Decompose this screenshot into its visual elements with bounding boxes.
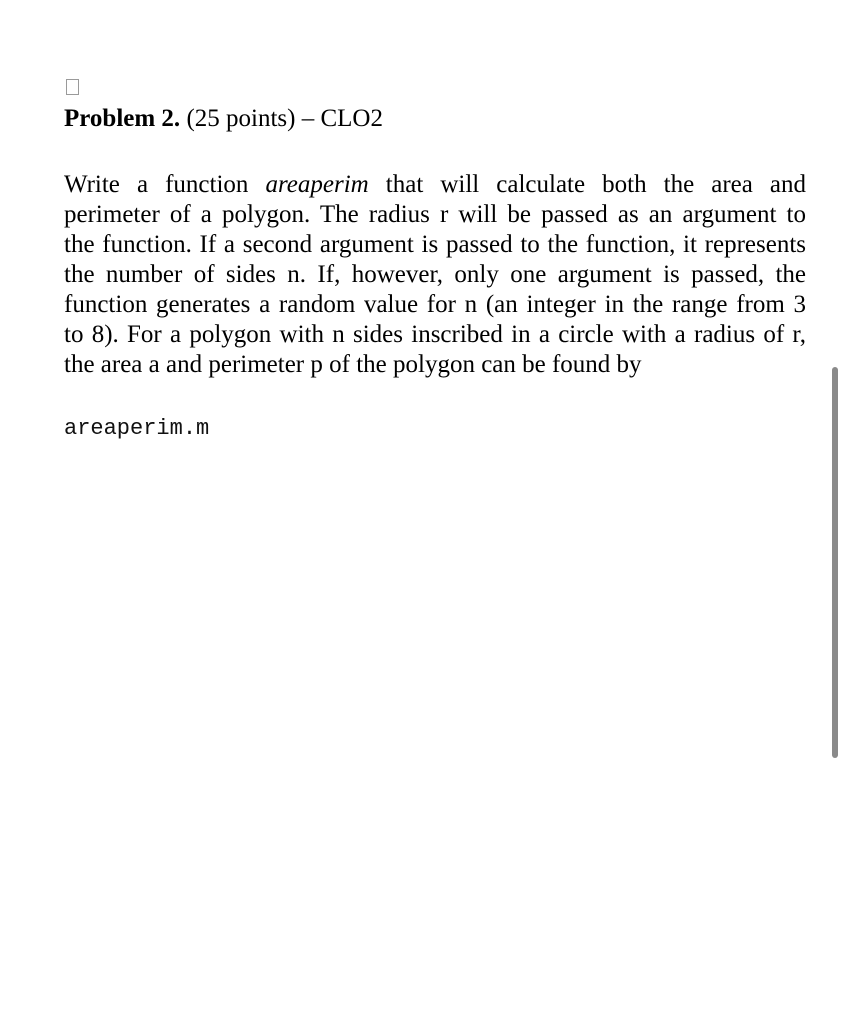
- body-line-7: the area a and perimeter p of the polygon can be found by: [64, 351, 642, 378]
- body-line-3: the function. If a second argument is passed to the function, it represents: [64, 231, 806, 258]
- problem-label: Problem 2.: [64, 105, 181, 132]
- problem-description: [64, 170, 806, 380]
- vertical-scrollbar[interactable]: [832, 367, 838, 758]
- body-line-6: to 8). For a polygon with n sides inscribed in a circle with a radius of r,: [64, 321, 806, 348]
- problem-points: (25 points): [186, 105, 296, 132]
- body-line-1-after: that will calculate both the area and: [368, 171, 806, 198]
- body-line-1: [64, 170, 806, 200]
- problem-clo: CLO2: [320, 105, 383, 132]
- body-line-5: function generates a random value for n (an integer in the range from 3: [64, 291, 806, 318]
- code-filename: areaperim.m: [64, 416, 210, 441]
- problem-separator: –: [301, 105, 315, 132]
- problem-heading: [64, 104, 804, 134]
- function-name: areaperim: [265, 171, 369, 198]
- body-line-4: the number of sides n. If, however, only one argument is passed, the: [64, 261, 806, 288]
- body-line-1-before: Write a function: [64, 171, 266, 198]
- broken-image-icon: [66, 79, 79, 95]
- body-line-2: perimeter of a polygon. The radius r will be passed as an argument to: [64, 201, 806, 228]
